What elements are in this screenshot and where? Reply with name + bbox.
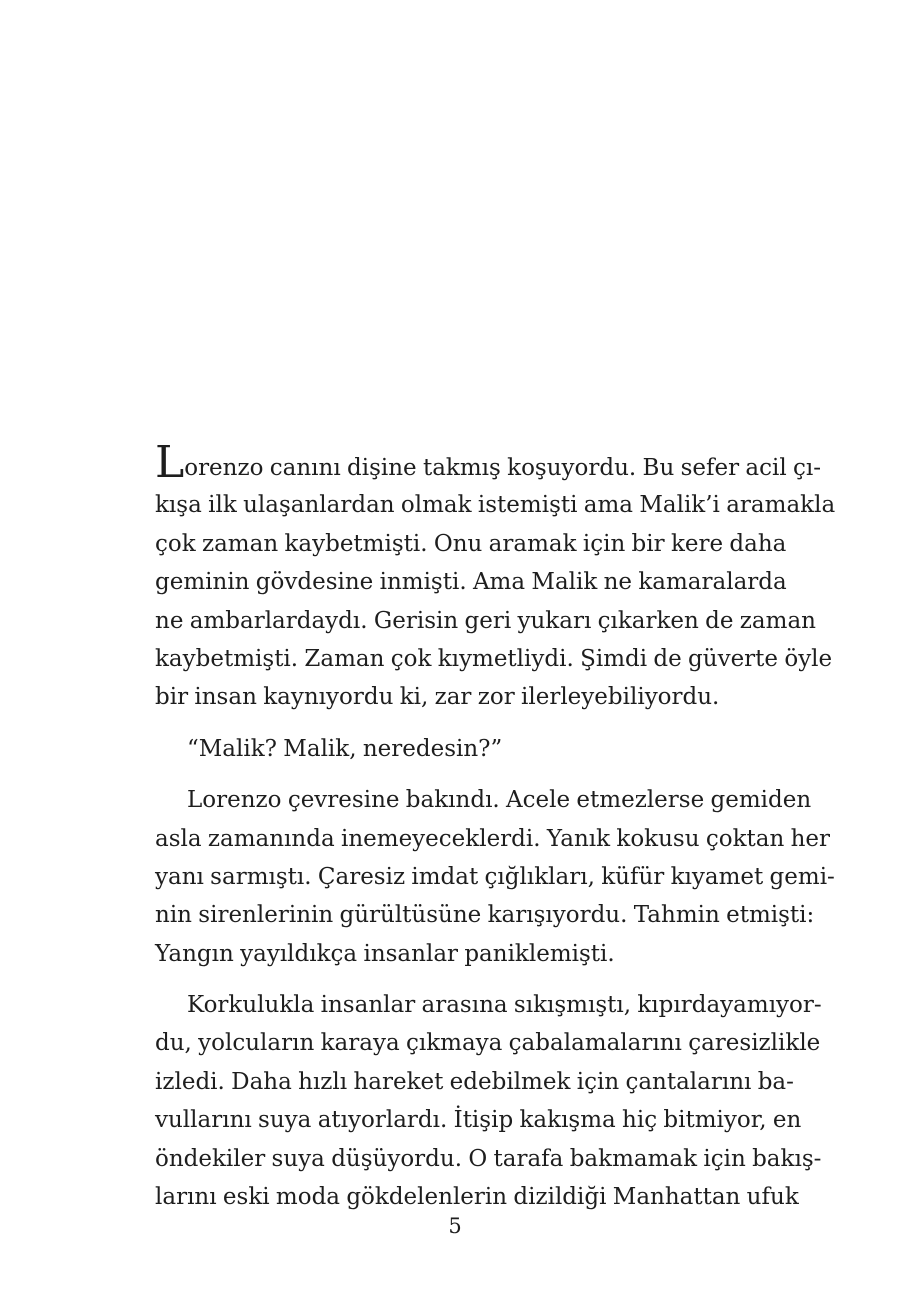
- text-line: öndekiler suya düşüyordu. O tarafa bakmamak için bakış-: [155, 1145, 822, 1172]
- text-line: “Malik? Malik, neredesin?”: [187, 735, 503, 762]
- text-line: nin sirenlerinin gürültüsüne karışıyordu. Tahmin etmişti:: [155, 902, 815, 929]
- paragraph-3: [155, 781, 835, 973]
- text-line-rest: orenzo canını dişine takmış koşuyordu. Bu sefer acil çı-: [184, 455, 822, 481]
- text-line: ne ambarlardaydı. Gerisin geri yukarı çıkarken de zaman: [155, 607, 816, 634]
- text-line: du, yolcuların karaya çıkmaya çabalamalarını çaresizlikle: [155, 1030, 821, 1057]
- drop-cap: L: [155, 437, 185, 488]
- text-line: bir insan kaynıyordu ki, zar zor ilerleyebiliyordu.: [155, 684, 720, 711]
- text-line: larını eski moda gökdelenlerin dizildiği Manhattan ufuk: [155, 1184, 799, 1211]
- body-text: [155, 437, 836, 1216]
- text-line: geminin gövdesine inmişti. Ama Malik ne kamaralarda: [155, 569, 787, 596]
- paragraph-1: [155, 437, 836, 717]
- text-line: Yangın yayıldıkça insanlar paniklemişti.: [155, 940, 615, 967]
- text-line: kışa ilk ulaşanlardan olmak istemişti ama Malik’i aramakla: [155, 492, 836, 519]
- text-line: [155, 437, 822, 488]
- paragraph-4: [155, 986, 822, 1216]
- text-line: yanı sarmıştı. Çaresiz imdat çığlıkları, küfür kıyamet gemi-: [155, 863, 835, 890]
- page-number: 5: [448, 1214, 462, 1238]
- text-line: Lorenzo çevresine bakındı. Acele etmezlerse gemiden: [187, 787, 812, 814]
- text-line: izledi. Daha hızlı hareket edebilmek için çantalarını ba-: [155, 1068, 794, 1095]
- text-line: vullarını suya atıyorlardı. İtişip kakışma hiç bitmiyor, en: [155, 1107, 802, 1134]
- text-line: çok zaman kaybetmişti. Onu aramak için bir kere daha: [155, 530, 787, 557]
- text-line: kaybetmişti. Zaman çok kıymetliydi. Şimdi de güverte öyle: [155, 645, 833, 672]
- paragraph-2: [155, 730, 755, 768]
- text-line: Korkulukla insanlar arasına sıkışmıştı, kıpırdayamıyor-: [187, 992, 822, 1019]
- text-line: asla zamanında inemeyeceklerdi. Yanık kokusu çoktan her: [155, 825, 831, 852]
